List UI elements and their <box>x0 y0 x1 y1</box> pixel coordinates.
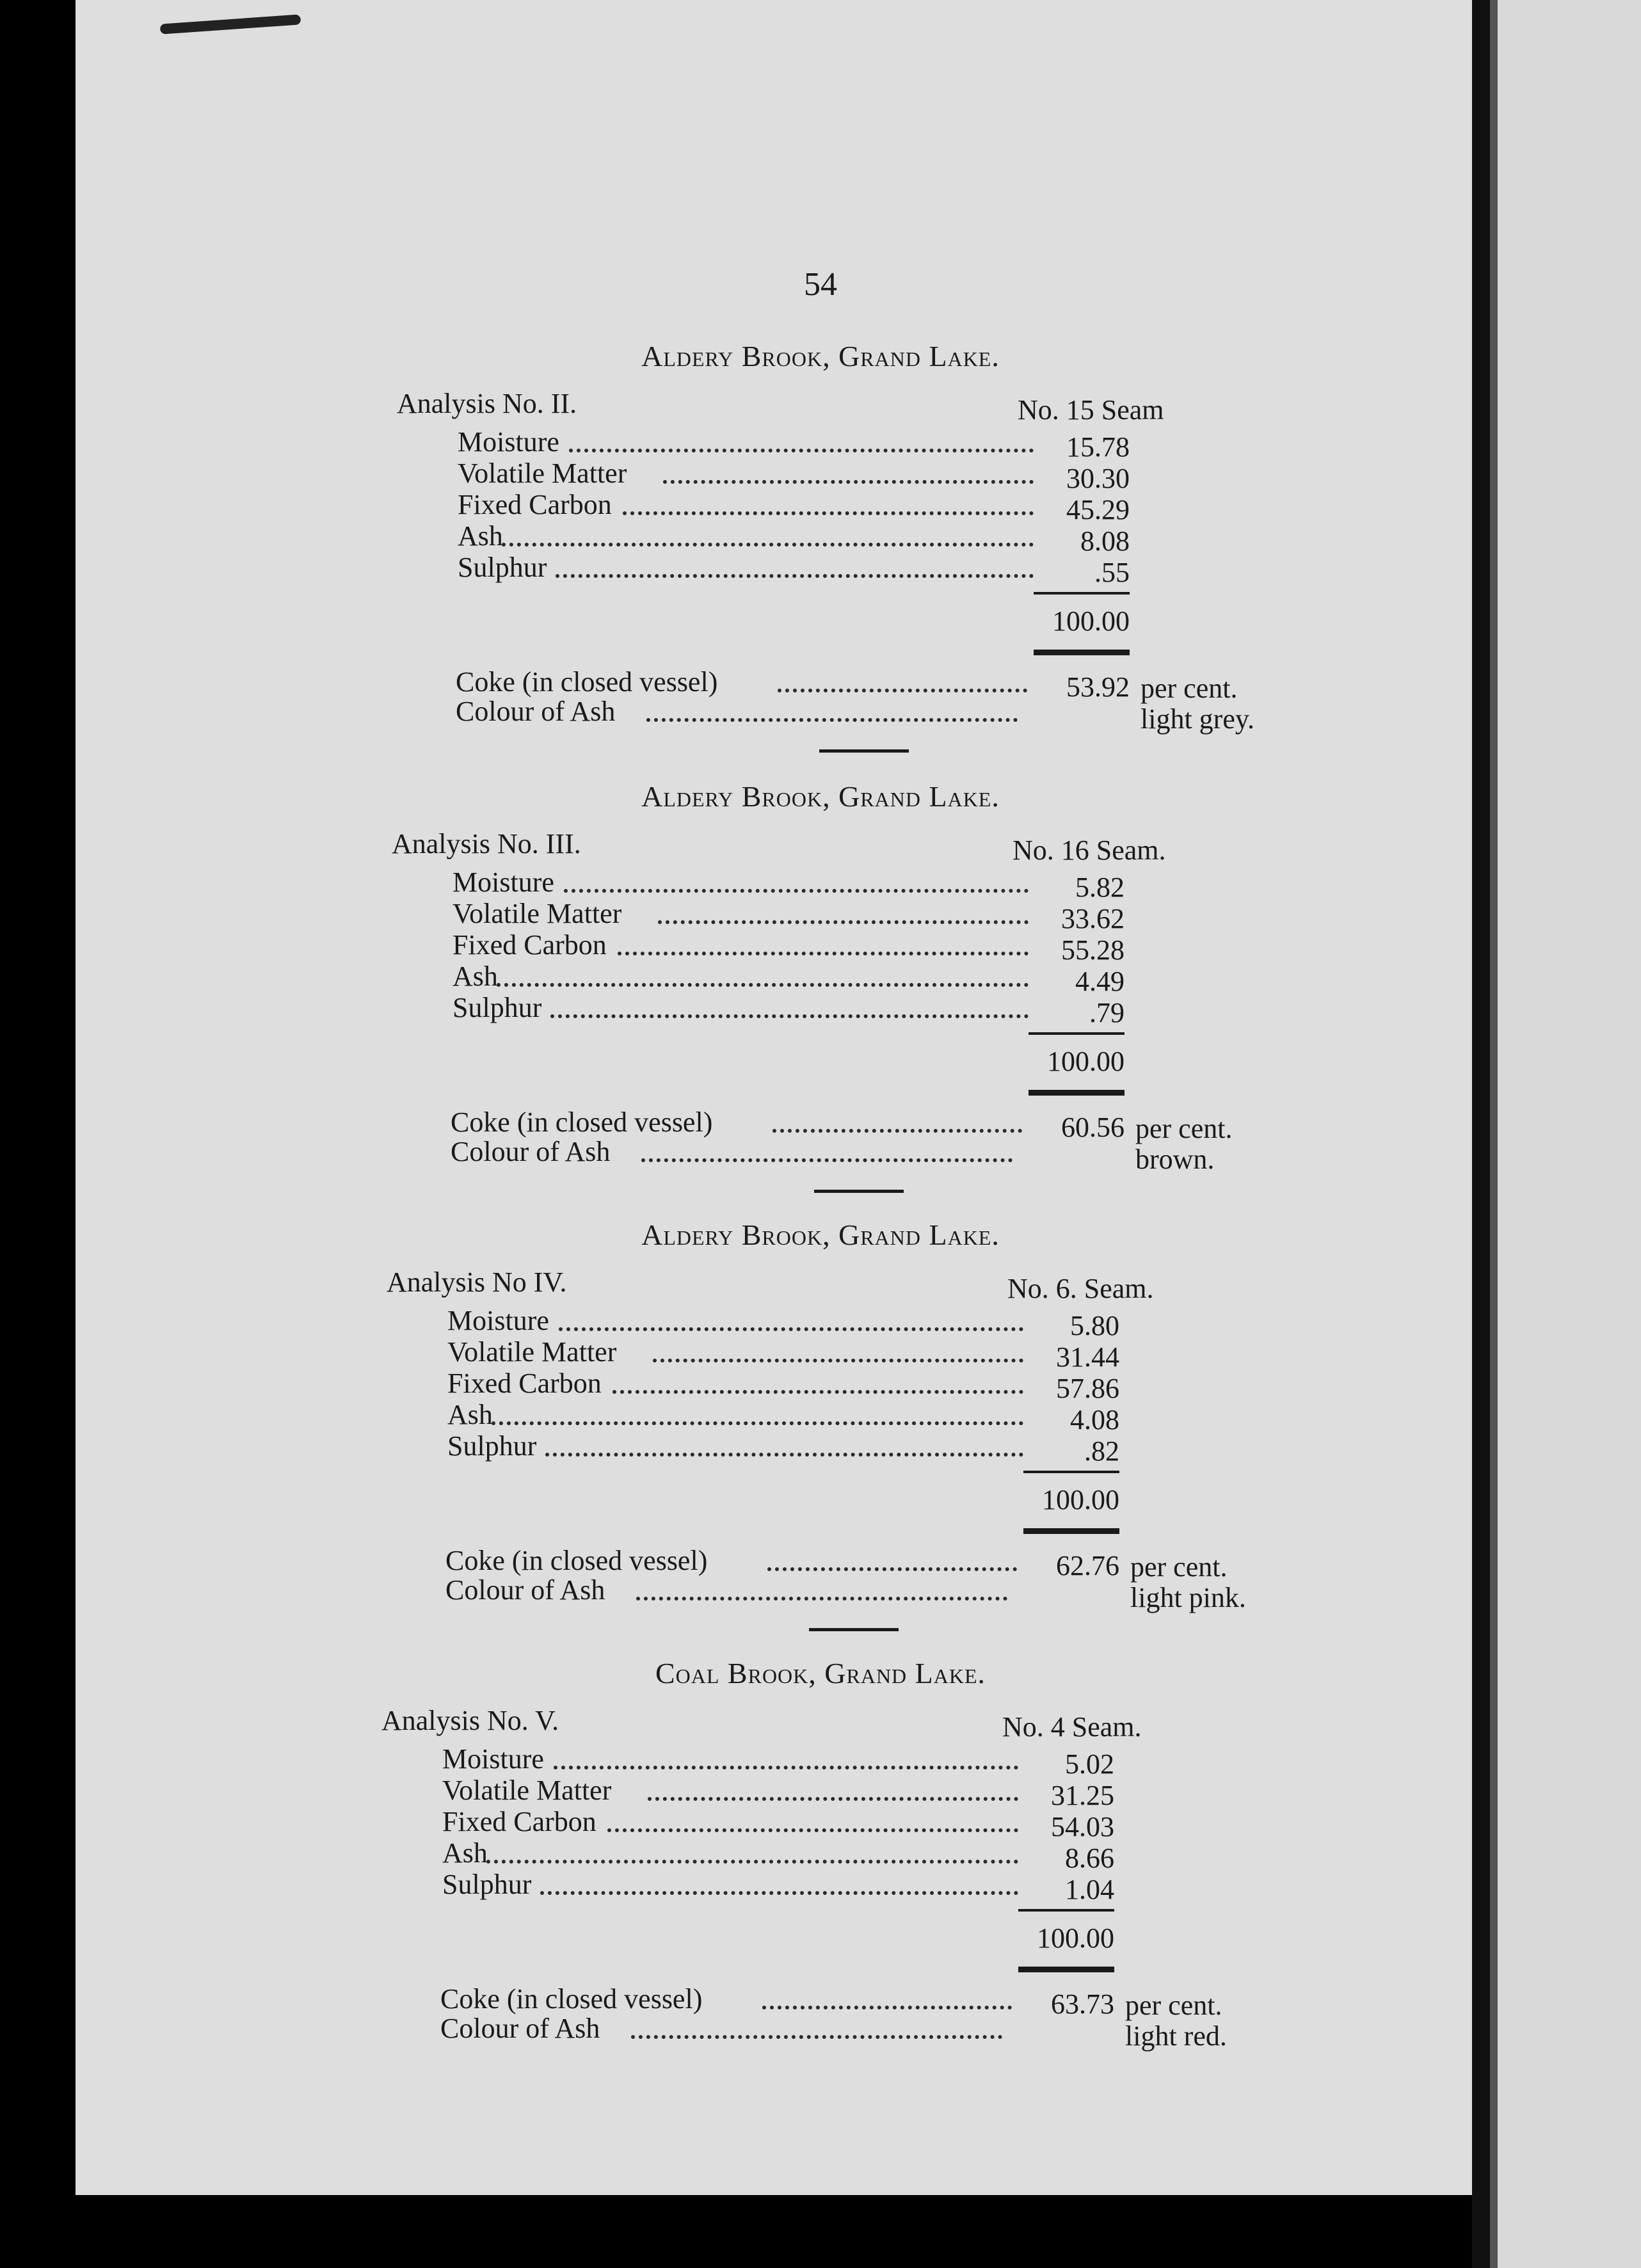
sum-rule <box>1034 592 1130 595</box>
row-label: Moisture <box>458 426 559 458</box>
total-value: 100.00 <box>1047 1046 1125 1077</box>
row-value: 5.02 <box>1065 1748 1114 1780</box>
row-value: 54.03 <box>1051 1811 1114 1842</box>
section-heading: Coal Brook, Grand Lake. <box>655 1657 986 1689</box>
section-heading: Aldery Brook, Grand Lake. <box>641 780 1000 813</box>
row-value: 5.80 <box>1070 1310 1119 1341</box>
seam-label: No. 16 Seam. <box>1013 835 1166 866</box>
row-label: Fixed Carbon <box>458 489 612 520</box>
leader-dots <box>663 480 1034 484</box>
analysis-label: Analysis No. V. <box>381 1705 559 1736</box>
ash-colour-label: Colour of Ash <box>445 1574 605 1606</box>
book-page <box>76 0 1472 2195</box>
row-value: 55.28 <box>1061 934 1125 966</box>
row-label: Fixed Carbon <box>452 929 607 961</box>
leader-dots <box>631 2035 1002 2039</box>
row-value: 15.78 <box>1066 431 1130 463</box>
leader-dots <box>550 1014 1029 1018</box>
row-value: 8.66 <box>1065 1842 1114 1874</box>
row-label: Fixed Carbon <box>442 1806 596 1837</box>
leader-dots <box>554 1766 1018 1769</box>
ash-colour-label: Colour of Ash <box>456 696 616 727</box>
row-label: Sulphur <box>452 992 542 1023</box>
page-number: 54 <box>804 266 837 303</box>
row-label: Ash <box>447 1399 493 1430</box>
coke-label: Coke (in closed vessel) <box>451 1106 713 1138</box>
row-label: Moisture <box>442 1743 544 1775</box>
leader-dots <box>556 574 1034 578</box>
total-double-rule <box>1023 1528 1119 1534</box>
total-double-rule <box>1034 650 1130 655</box>
total-double-rule <box>1018 1967 1114 1972</box>
coke-unit: per cent. <box>1135 1113 1233 1144</box>
leader-dots <box>502 543 1034 547</box>
seam-label: No. 15 Seam <box>1018 394 1164 426</box>
leader-dots <box>492 1421 1023 1425</box>
ash-colour-label: Colour of Ash <box>440 2013 600 2044</box>
row-label: Ash <box>458 520 503 552</box>
row-value: 33.62 <box>1061 903 1125 934</box>
row-value: 1.04 <box>1065 1874 1114 1905</box>
section-separator <box>809 1628 899 1631</box>
row-label: Fixed Carbon <box>447 1368 602 1399</box>
sum-rule <box>1018 1909 1114 1912</box>
leader-dots <box>762 2006 1012 2009</box>
leader-dots <box>564 889 1029 893</box>
row-label: Volatile Matter <box>442 1775 612 1806</box>
row-value: 45.29 <box>1066 494 1130 525</box>
ash-colour-label: Colour of Ash <box>451 1136 611 1167</box>
analysis-label: Analysis No. III. <box>392 828 581 859</box>
section-separator <box>819 749 909 753</box>
row-label: Sulphur <box>447 1430 537 1462</box>
leader-dots <box>778 689 1027 692</box>
row-label: Volatile Matter <box>447 1336 617 1368</box>
coke-value: 62.76 <box>1056 1550 1119 1581</box>
row-value: 8.08 <box>1080 525 1130 557</box>
ash-colour: brown. <box>1135 1144 1215 1175</box>
leader-dots <box>545 1453 1023 1457</box>
coke-value: 63.73 <box>1051 1988 1114 2020</box>
row-label: Volatile Matter <box>458 458 627 489</box>
coke-unit: per cent. <box>1130 1551 1228 1583</box>
leader-dots <box>648 1797 1018 1801</box>
ash-colour: light red. <box>1125 2020 1227 2052</box>
row-value: 5.82 <box>1075 872 1125 903</box>
row-value: 57.86 <box>1056 1373 1119 1404</box>
leader-dots <box>772 1129 1022 1133</box>
row-label: Volatile Matter <box>452 898 622 929</box>
coke-value: 53.92 <box>1066 671 1130 703</box>
row-label: Sulphur <box>458 552 547 583</box>
leader-dots <box>607 1828 1018 1832</box>
analysis-label: Analysis No. II. <box>397 388 577 419</box>
row-label: Ash <box>442 1837 488 1869</box>
coke-label: Coke (in closed vessel) <box>440 1983 703 2015</box>
sum-rule <box>1023 1471 1119 1473</box>
total-value: 100.00 <box>1042 1484 1119 1515</box>
leader-dots <box>559 1327 1023 1331</box>
row-label: Ash <box>452 961 498 992</box>
ash-colour: light pink. <box>1130 1582 1246 1613</box>
row-value: 31.44 <box>1056 1341 1119 1373</box>
section-heading: Aldery Brook, Grand Lake. <box>641 340 1000 372</box>
total-double-rule <box>1029 1090 1125 1096</box>
leader-dots <box>653 1359 1023 1362</box>
leader-dots <box>497 983 1029 987</box>
row-value: 30.30 <box>1066 463 1130 494</box>
seam-label: No. 4 Seam. <box>1002 1711 1142 1743</box>
leader-dots <box>540 1891 1018 1895</box>
coke-label: Coke (in closed vessel) <box>456 666 718 698</box>
coke-value: 60.56 <box>1061 1112 1125 1143</box>
section-separator <box>814 1190 904 1193</box>
coke-unit: per cent. <box>1141 673 1238 704</box>
leader-dots <box>641 1158 1013 1162</box>
row-value: .82 <box>1084 1435 1119 1467</box>
leader-dots <box>618 952 1029 955</box>
leader-dots <box>612 1390 1023 1394</box>
leader-dots <box>767 1567 1017 1571</box>
seam-label: No. 6. Seam. <box>1007 1273 1154 1304</box>
row-label: Sulphur <box>442 1869 532 1900</box>
coke-unit: per cent. <box>1125 1990 1222 2021</box>
row-label: Moisture <box>452 866 554 898</box>
row-value: 4.08 <box>1070 1404 1119 1435</box>
ash-colour: light grey. <box>1141 703 1254 735</box>
row-value: .55 <box>1094 557 1130 588</box>
leader-dots <box>569 449 1034 452</box>
total-value: 100.00 <box>1052 605 1130 637</box>
total-value: 100.00 <box>1037 1922 1114 1954</box>
analysis-label: Analysis No IV. <box>387 1266 567 1298</box>
coke-label: Coke (in closed vessel) <box>445 1545 708 1576</box>
row-value: .79 <box>1089 997 1125 1028</box>
leader-dots <box>623 511 1034 515</box>
row-label: Moisture <box>447 1305 549 1336</box>
sum-rule <box>1029 1032 1125 1035</box>
leader-dots <box>646 718 1018 722</box>
row-value: 4.49 <box>1075 966 1125 997</box>
scan-bottom-edge <box>76 2195 1472 2268</box>
leader-dots <box>636 1597 1007 1601</box>
row-value: 31.25 <box>1051 1780 1114 1811</box>
leader-dots <box>658 920 1029 924</box>
leader-dots <box>486 1860 1018 1864</box>
section-heading: Aldery Brook, Grand Lake. <box>641 1218 1000 1251</box>
